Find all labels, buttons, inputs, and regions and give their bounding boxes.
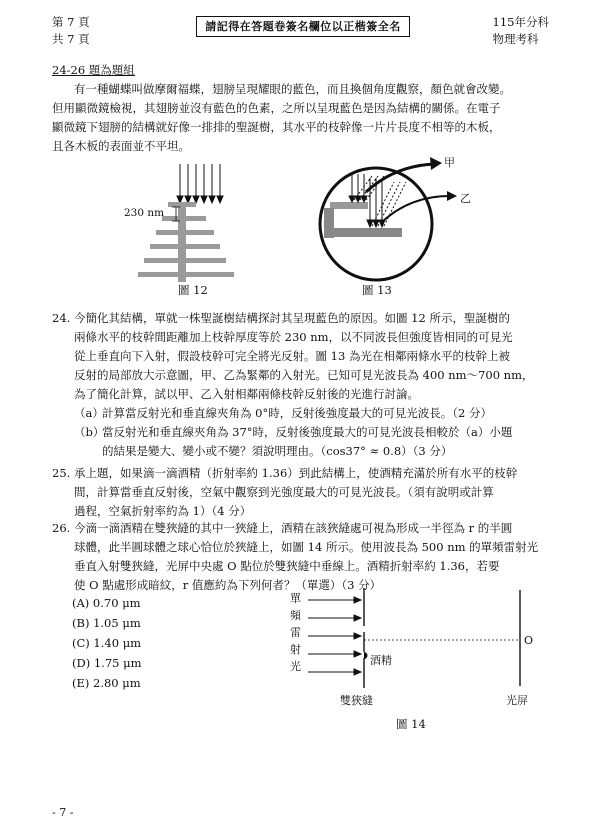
question-line: 承上題，如果滴一滴酒精（折射率約 1.36）到此結構上，使酒精充滿於所有水平的枝幹 <box>74 466 518 480</box>
figure-14-caption: 圖 14 <box>396 717 426 731</box>
question-line: 反射的局部放大示意圖，甲、乙為緊鄰的入射光。已知可見光波長為 400 nm～700 nm， <box>74 368 534 382</box>
question-24a <box>74 404 562 423</box>
trunk-section <box>324 208 334 238</box>
page-footer: - 7 - <box>52 806 74 819</box>
question-line: 今滴一滴酒精在雙狹縫的其中一狹縫上，酒精在該狹縫處可視為形成一半徑為 r 的半圓 <box>74 521 513 535</box>
option-a: (A) 0.70 μm <box>72 596 141 610</box>
screen-label: 光屏 <box>506 694 528 707</box>
figure-12-caption: 圖 12 <box>178 283 208 297</box>
intro-line: 顯微鏡下翅膀的結構就好像一排排的聖誕樹，其水平的枝幹像一片片長度不相等的木板， <box>52 120 501 134</box>
question-number: 26. <box>52 521 71 535</box>
label-yi: 乙 <box>460 192 471 205</box>
question-24 <box>52 309 562 404</box>
intro-line: 但用顯微鏡檢視，其翅膀並沒有藍色的色素，之所以呈現藍色是因為結構的關係。在電子 <box>52 101 501 115</box>
figure-12 <box>118 160 268 300</box>
label-230nm: 230 nm <box>124 207 165 219</box>
ray-jia-arrowhead <box>430 157 442 170</box>
page-header-right <box>493 14 549 48</box>
question-line: 兩條水平的枝幹間距離加上枝幹厚度等於 230 nm，以不同波長但強度皆相同的可見光 <box>74 330 513 344</box>
question-line: 為了簡化計算，試以甲、乙入射相鄰兩條枝幹反射後的光進行討論。 <box>74 387 419 401</box>
slit-label: 雙狹縫 <box>340 694 373 707</box>
upper-branch <box>330 202 368 209</box>
question-line: 使 O 點處形成暗紋，r 值應約為下列何者？（單選）（3 分） <box>74 578 382 592</box>
question-26 <box>52 519 562 595</box>
question-line: 過程，空氣折射率約為 1）（4 分） <box>74 504 252 518</box>
question-line: 從上垂直向下入射，假設枝幹可完全將光反射。圖 13 為光在相鄰兩條水平的枝幹上被 <box>74 349 510 363</box>
tree-trunk <box>178 202 186 282</box>
point-o-label: O <box>524 634 534 647</box>
total-pages: 共 7 頁 <box>52 32 90 46</box>
laser-label <box>290 592 301 673</box>
label-jia: 甲 <box>444 156 455 169</box>
signature-notice: 請記得在答題卷簽名欄位以正楷簽全名 <box>196 16 410 37</box>
option-e: (E) 2.80 μm <box>72 676 141 690</box>
sub-text: 的結果是變大、變小或不變？須說明理由。（cos37° ≈ 0.8）（3 分） <box>102 444 453 458</box>
question-number: 24. <box>52 311 71 325</box>
alcohol-hemisphere <box>364 652 368 659</box>
option-b: (B) 1.05 μm <box>72 616 141 630</box>
group-title: 24-26 題為題組 <box>52 63 135 77</box>
laser-arrows <box>308 597 361 675</box>
page-header-left <box>52 14 90 48</box>
question-number: 25. <box>52 466 71 480</box>
question-line: 間，計算當垂直反射後，空氣中觀察到光強度最大的可見光波長。（須有說明或計算 <box>74 485 494 499</box>
figure-14 <box>284 588 554 708</box>
question-line: 球體，此半圓球體之球心恰位於狹縫上，如圖 14 所示。使用波長為 500 nm 的單頻雷射光 <box>74 540 539 554</box>
sub-label: （a） <box>74 406 104 420</box>
reflected-rays <box>354 176 406 226</box>
intro-line: 且各木板的表面並不平坦。 <box>52 139 190 153</box>
sub-text: 當反射光和垂直線夾角為 37°時，反射後強度最大的可見光波長相較於（a）小題 <box>102 425 513 439</box>
sub-label: （b） <box>74 425 105 439</box>
option-d: (D) 1.75 μm <box>72 656 142 670</box>
alcohol-label: 酒精 <box>370 654 392 667</box>
sub-text: 計算當反射光和垂直線夾角為 0°時，反射後強度最大的可見光波長。（2 分） <box>102 406 492 420</box>
question-24b <box>74 423 562 461</box>
exam-year: 115年分科 <box>492 15 549 29</box>
question-line: 今簡化其結構，單就一株聖誕樹結構探討其呈現藍色的原因。如圖 12 所示，聖誕樹的 <box>74 311 510 325</box>
option-c: (C) 1.40 μm <box>72 636 142 650</box>
question-line: 垂直入射雙狹縫，光屏中央處 O 點位於雙狹縫中垂線上。酒精折射率約 1.36，若要 <box>74 559 500 573</box>
exam-subject: 物理考科 <box>492 32 539 46</box>
incident-light-arrows <box>177 164 223 203</box>
laser-label-text: 單頻雷射光 <box>290 592 301 673</box>
ray-yi-arrowhead <box>447 191 457 201</box>
page-number: 第 7 頁 <box>52 15 90 29</box>
intro-line: 有一種蝴蝶叫做摩爾福蝶，翅膀呈現耀眼的藍色，而且換個角度觀察，顏色就會改變。 <box>74 82 511 96</box>
figure-13 <box>310 152 490 282</box>
question-25 <box>52 464 562 521</box>
ray-yi-path <box>382 196 450 222</box>
lower-branch <box>324 228 402 237</box>
figure-13-caption: 圖 13 <box>362 283 392 297</box>
